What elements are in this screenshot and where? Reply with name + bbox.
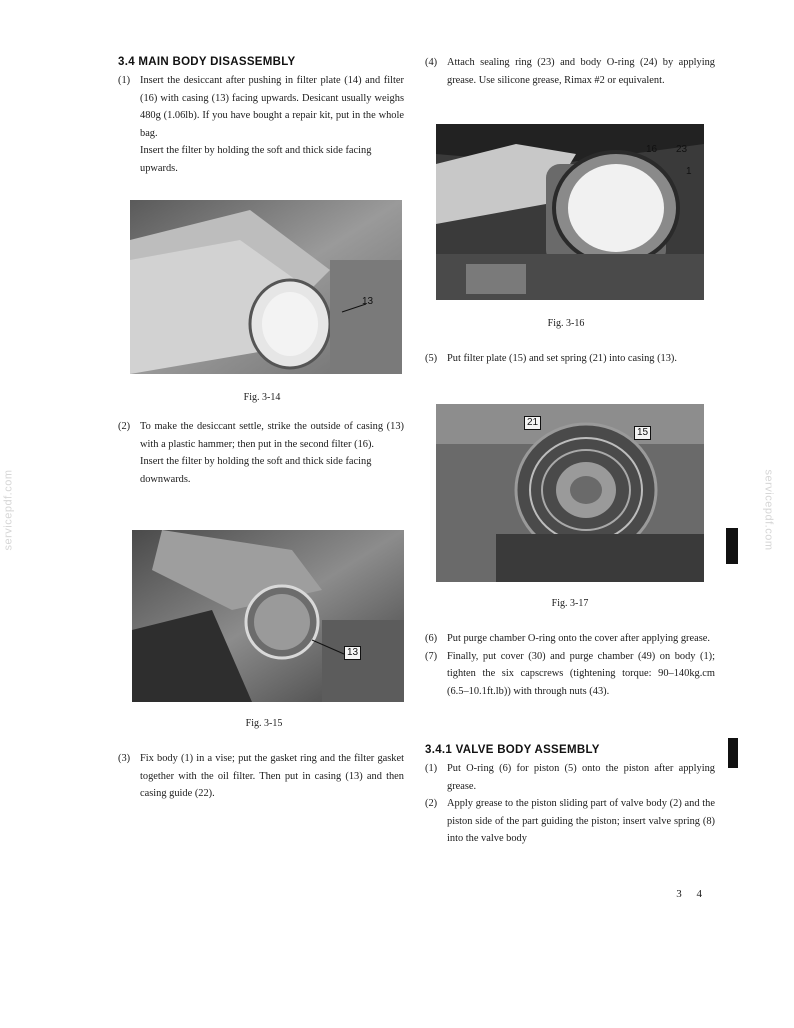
- fig-3-17-label-15: 15: [634, 426, 651, 440]
- fig-3-15-label: 13: [344, 646, 361, 660]
- step-text: Finally, put cover (30) and purge chamber (49) on body (1); tighten the six capscrews (tightening torque: 90–140kg.cm (6.5–10.1ft.lb)) with through nuts (43).: [447, 650, 715, 697]
- step-number: (7): [425, 650, 438, 662]
- step-6: [425, 630, 715, 648]
- section-title-3-4: 3.4 MAIN BODY DISASSEMBLY: [118, 56, 296, 68]
- step-number: (5): [425, 353, 438, 364]
- step-number: (1): [425, 763, 438, 774]
- fig-3-16-label-23: 23: [676, 144, 688, 155]
- watermark-left: servicepdf.com: [2, 469, 15, 551]
- watermark-right: servicepdf.com: [762, 469, 775, 551]
- step-5: [425, 350, 715, 368]
- valve-step-2: [425, 795, 715, 848]
- left-column-step-3: [118, 750, 404, 803]
- step-number: (4): [425, 57, 438, 68]
- fig-3-16-photo: [436, 124, 704, 300]
- step-3: [118, 750, 404, 803]
- left-column: [118, 56, 404, 177]
- step-text: Put filter plate (15) and set spring (21) into casing (13).: [447, 353, 677, 364]
- fig-3-16-label-1: 1: [686, 166, 692, 177]
- step-number: (1): [118, 75, 131, 86]
- step-4: [425, 54, 715, 89]
- step-number: (6): [425, 633, 438, 644]
- step-text: Put O-ring (6) for piston (5) onto the piston after applying grease.: [447, 763, 715, 792]
- step-text: Insert the desiccant after pushing in filter plate (14) and filter (16) with casing (13) facing upwards. Desicant usually weighs 480g (1.06lb). If you have bought a repair kit, put in the whole bag.: [140, 75, 404, 139]
- left-column-step-2: [118, 418, 404, 488]
- step-number: (2): [118, 421, 131, 432]
- step-2-continuation: Insert the filter by holding the soft and thick side facing downwards.: [140, 456, 372, 485]
- step-text: Attach sealing ring (23) and body O-ring (24) by applying grease. Use silicone grease, Rimax #2 or equivalent.: [447, 57, 715, 86]
- page-number: 3 4: [676, 888, 708, 900]
- step-number: (3): [118, 753, 131, 764]
- fig-3-15-photo: [132, 530, 404, 702]
- step-text: To make the desiccant settle, strike the outside of casing (13) with a plastic hammer; then put in the second filter (16).: [140, 421, 404, 450]
- section-title-3-4-1: 3.4.1 VALVE BODY ASSEMBLY: [425, 744, 600, 756]
- valve-step-1: [425, 760, 715, 795]
- right-column-steps-6-7: [425, 630, 715, 700]
- fig-3-14-label: 13: [362, 296, 374, 307]
- step-text: Apply grease to the piston sliding part of valve body (2) and the piston side of the part guiding the piston; insert valve spring (8) into the valve body: [447, 798, 715, 844]
- fig-3-17-photo: [436, 404, 704, 582]
- fig-3-15-caption: Fig. 3-15: [245, 718, 283, 729]
- step-text: Put purge chamber O-ring onto the cover after applying grease.: [447, 633, 710, 644]
- fig-3-17-label-21: 21: [524, 416, 541, 430]
- edge-tab-mark-small: [728, 738, 738, 768]
- step-2: [118, 418, 404, 453]
- right-column-step-4: [425, 54, 715, 89]
- right-column-section-3-4-1: [425, 744, 715, 848]
- edge-tab-mark: [726, 528, 738, 564]
- fig-3-16-label-16: 16: [646, 144, 658, 155]
- fig-3-17-caption: Fig. 3-17: [551, 598, 589, 609]
- step-7: [425, 648, 715, 701]
- step-text: Fix body (1) in a vise; put the gasket ring and the filter gasket together with the oil filter. Then put in casing (13) and then casing guide (22).: [140, 753, 404, 799]
- fig-3-14-caption: Fig. 3-14: [243, 392, 281, 403]
- right-column-step-5: [425, 350, 715, 368]
- step-number: (2): [425, 798, 438, 809]
- step-1: [118, 72, 404, 142]
- fig-3-14-photo: [130, 200, 402, 374]
- fig-3-16-caption: Fig. 3-16: [547, 318, 585, 329]
- step-1-continuation: Insert the filter by holding the soft and thick side facing upwards.: [140, 145, 372, 174]
